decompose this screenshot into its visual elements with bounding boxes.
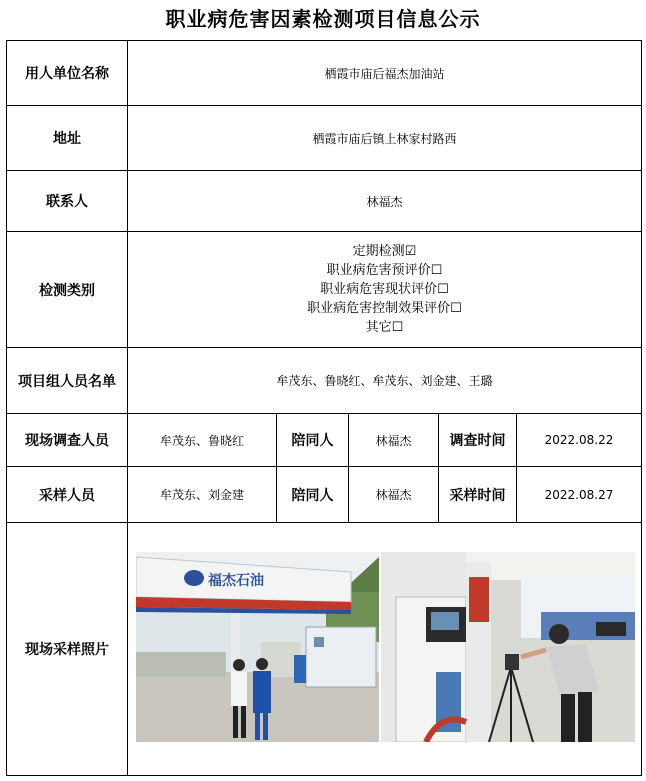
survey-acc-value: 林福杰 [349, 414, 439, 467]
option-pre-assessment: 职业病危害预评价☐ [326, 263, 443, 278]
station-sign-text: 福杰石油 [208, 573, 264, 589]
survey-label: 现场调查人员 [7, 414, 128, 467]
survey-value: 牟茂东、鲁晓红 [128, 414, 277, 467]
row-photos [7, 523, 642, 776]
option-other: 其它☐ [365, 320, 404, 335]
row-category [7, 232, 642, 348]
team-value: 牟茂东、鲁晓红、牟茂东、刘金建、王璐 [128, 348, 642, 414]
row-contact [7, 171, 642, 232]
row-address [7, 106, 642, 171]
row-survey [7, 414, 642, 467]
contact-value: 林福杰 [128, 171, 642, 232]
category-label: 检测类别 [7, 232, 128, 348]
sampling-label: 采样人员 [7, 467, 128, 523]
info-table [6, 40, 642, 776]
sampling-time-value: 2022.08.27 [517, 467, 642, 523]
address-label: 地址 [7, 106, 128, 171]
row-team [7, 348, 642, 414]
employer-label: 用人单位名称 [7, 41, 128, 106]
survey-time-label: 调查时间 [439, 414, 517, 467]
sampling-value: 牟茂东、刘金建 [128, 467, 277, 523]
row-employer [7, 41, 642, 106]
survey-acc-label: 陪同人 [277, 414, 349, 467]
sampling-acc-label: 陪同人 [277, 467, 349, 523]
row-sampling [7, 467, 642, 523]
page-title: 职业病危害因素检测项目信息公示 [165, 7, 481, 31]
option-control-effect: 职业病危害控制效果评价☐ [307, 301, 462, 316]
team-label: 项目组人员名单 [7, 348, 128, 414]
photos-cell [128, 523, 642, 776]
sampling-time-label: 采样时间 [439, 467, 517, 523]
option-periodic: 定期检测☑ [352, 244, 417, 259]
option-status-assessment: 职业病危害现状评价☐ [320, 282, 449, 297]
station-photo [136, 552, 379, 742]
contact-label: 联系人 [7, 171, 128, 232]
sampling-photo [381, 552, 635, 742]
address-value: 栖霞市庙后镇上林家村路西 [128, 106, 642, 171]
sampling-acc-value: 林福杰 [349, 467, 439, 523]
photos-label: 现场采样照片 [7, 523, 128, 776]
category-options [128, 232, 642, 348]
employer-value: 栖霞市庙后福杰加油站 [128, 41, 642, 106]
survey-time-value: 2022.08.22 [517, 414, 642, 467]
